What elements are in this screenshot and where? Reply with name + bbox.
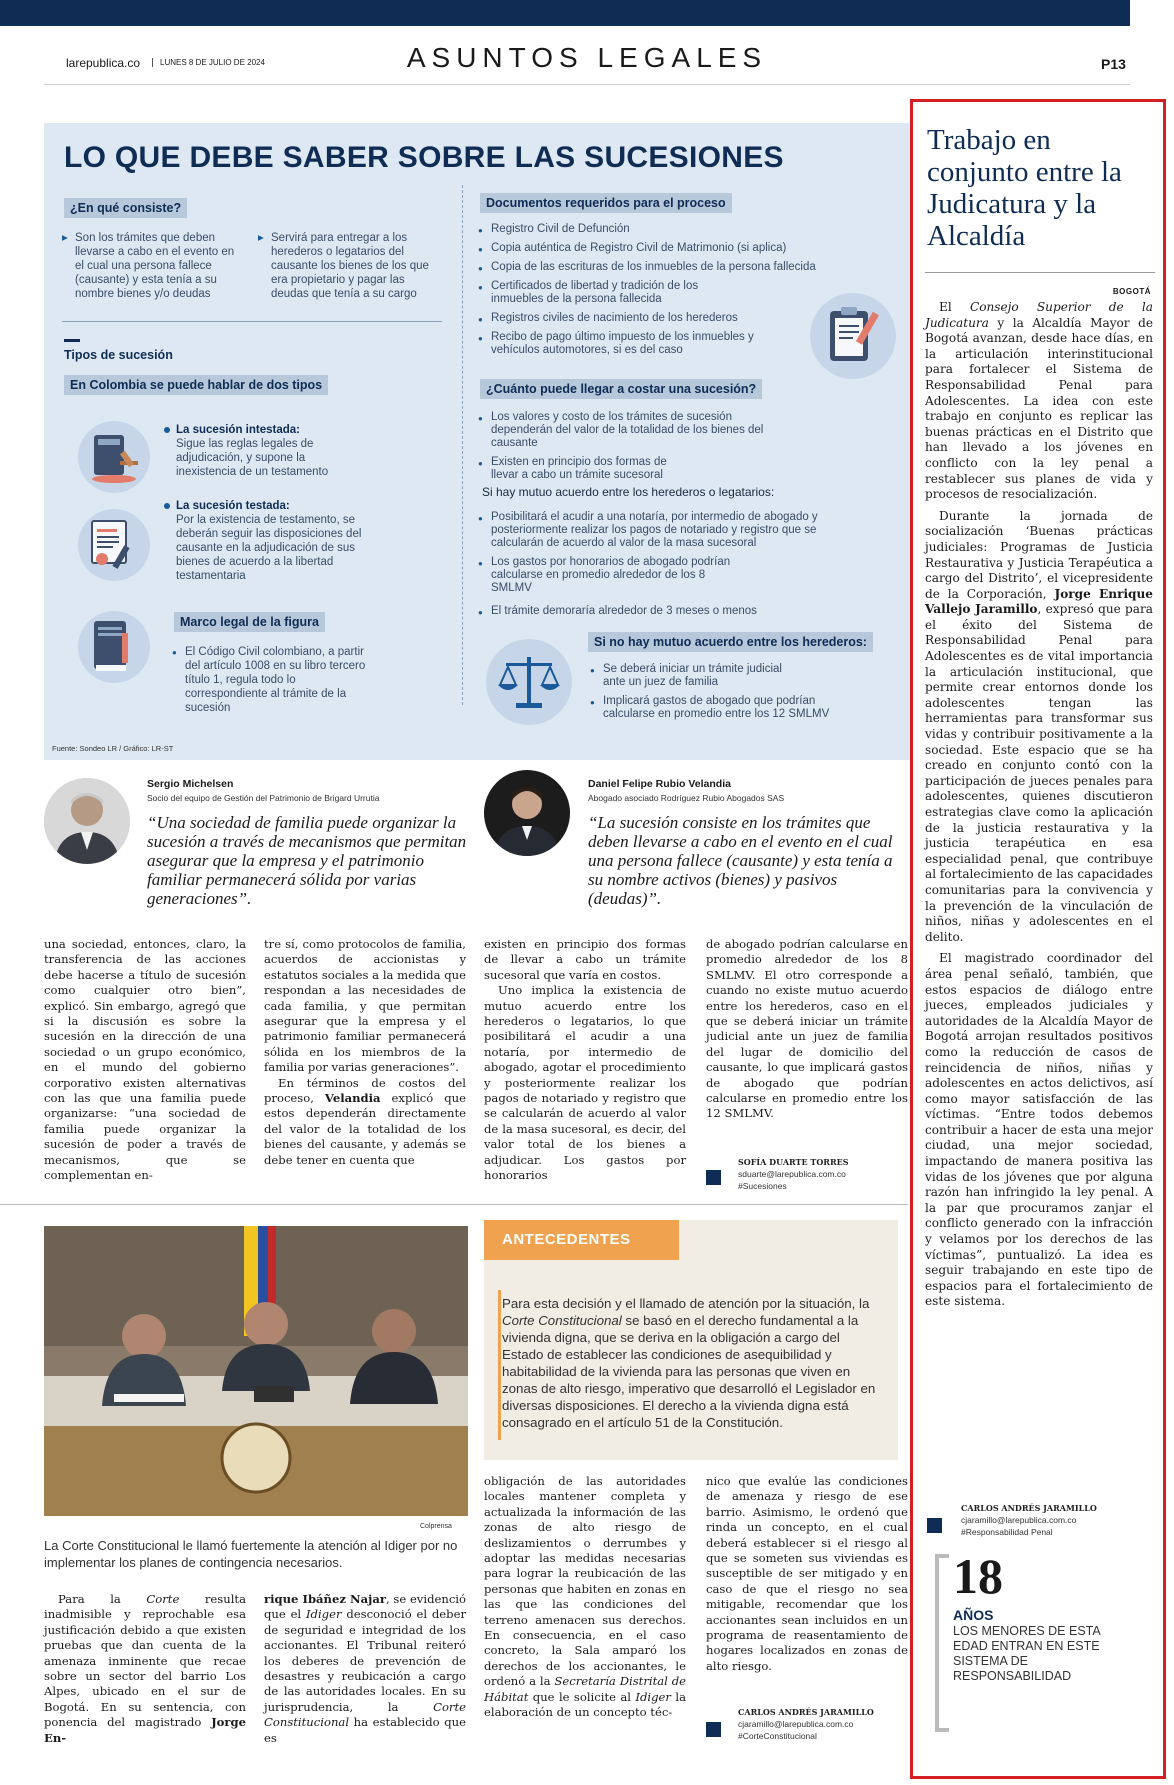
article-tag[interactable]: #Sucesiones	[738, 1181, 787, 1191]
article-1-byline	[738, 1156, 848, 1192]
stat-text: LOS MENORES DE ESTA EDAD ENTRAN EN ESTE SISTEMA DE RESPONSABILIDAD	[953, 1624, 1101, 1683]
text-italic: Corte Constitucional	[502, 1313, 622, 1328]
mutuo-label: Si hay mutuo acuerdo entre los herederos o legatarios:	[482, 485, 775, 499]
photo-credit: Colprensa	[420, 1523, 452, 1530]
law-book-icon	[78, 421, 150, 493]
colombia-label: En Colombia se puede hablar de dos tipos	[64, 375, 328, 395]
intestada-text: Sigue las reglas legales de adjudicación, y supone la inexistencia de un testamento	[176, 438, 329, 478]
text-run: Para esta decisión y el llamado de atención por la situación, la	[502, 1296, 870, 1311]
article-paragraph	[925, 300, 1153, 503]
legal-code-book-icon	[78, 611, 150, 683]
text-italic: Corte Constitucional	[264, 1699, 466, 1730]
marco-legal-list	[172, 645, 372, 721]
article2-column-3	[484, 1474, 686, 1721]
no-mutuo-list	[590, 663, 860, 727]
author-name: SOFÍA DUARTE TORRES	[738, 1157, 849, 1167]
text-run: que le solicite al	[528, 1689, 636, 1704]
infographic	[44, 123, 910, 760]
list-item: ● Registros civiles de nacimiento de los herederos	[478, 312, 848, 325]
author-name: CARLOS ANDRÉS JARAMILLO	[738, 1707, 874, 1717]
article-paragraph: de abogado podrían calcularse en promedio alrededor de los 8 SMLMV. El otro corresponde a cuando no existe mutuo acuerdo entre los herederos, caso en el que se deberá iniciar un trámite judicial ante un juez de familia del lugar de domicilio del causante, lo que implicará gastos de abogado que podrían calcularse en promedio entre los 12 SMLMV.	[706, 937, 908, 1121]
list-item: ● Se deberá iniciar un trámite judicial ante un juez de familia	[590, 663, 790, 689]
list-item: ● Certificados de libertad y tradición de los inmuebles de la persona fallecida	[478, 280, 728, 306]
masthead	[0, 42, 1174, 82]
marco-legal-label: Marco legal de la figura	[174, 612, 325, 632]
section-title: ASUNTOS LEGALES	[406, 42, 768, 73]
article-paragraph: El magistrado coordinador del área penal señaló, también, que estos espacios de diálogo entre jueces, empleados judiciales y autoridades de la Alcaldía Mayor de Bogotá arrojan resultados positivos como la reducción de casos de reincidencia de niños, niñas y adolescentes en actos delictivos, así como mayor satisfacción de las víctimas. “Entre todos debemos contribuir a hacer de esta una mejor ciudad, una mejor sociedad, impactando de manera positiva las vidas de los jóvenes que por alguna razón han infringido la ley penal. A la par que procuramos zanjar el conflicto generado con la infracción y velamos por los derechos de las víctimas”, puntualizó. La idea es seguir trabajando en este tipo de espacios para el fortalecimiento de este sistema.	[925, 951, 1153, 1309]
column-divider	[462, 185, 463, 705]
article-tag[interactable]: #CorteConstitucional	[738, 1731, 817, 1741]
list-item: ● El Código Civil colombiano, a partir del artículo 1008 en su libro tercero título 1, regula todo lo correspondiente al trámite de la sucesión	[172, 645, 372, 715]
article-column-1	[44, 937, 246, 1184]
text-run: obligación de las autoridades locales mantener completa y actualizada la información de las zonas de alto riesgo de deslizamientos o derrumbes y adoptar las medidas necesarias para lograr la reubicación de las personas que habiten en zonas en las que las condiciones del terreno amenacen sus derechos. En consecuencia, en el caso concreto, la Sala amparó los derechos de los accionantes, le ordenó a la	[484, 1474, 686, 1689]
antecedentes-text	[502, 1295, 884, 1431]
article2-column-1	[44, 1592, 246, 1746]
list-item: ● El trámite demoraría alrededor de 3 meses o menos	[478, 605, 848, 618]
list-item: ▸ Servirá para entregar a los herederos o legatarios del causante los bienes de los que era propietario y pagar las deudas que tenía a su cargo	[258, 231, 440, 301]
site-name[interactable]: larepublica.co	[66, 56, 141, 70]
quote-2-role: Abogado asociado Rodríguez Rubio Abogados SAS	[588, 793, 785, 803]
sidebar-title: Trabajo en conjunto entre la Judicatura y la Alcaldía	[927, 124, 1122, 252]
text-run: se basó en el derecho fundamental a la vivienda digna, que se deriva en la obligación a cargo del Estado de establecer las condiciones de asequibilidad y habitabilidad de la vivienda para las personas que viven en zonas de alto riesgo, imperativo que desarrolló el Legislador en diversas disposiciones. El derecho a la vivienda digna está consagrado en el artículo 51 de la Constitución.	[502, 1313, 876, 1430]
article-2-byline	[738, 1706, 874, 1742]
intestada-block	[164, 423, 354, 479]
sidebar-article	[910, 99, 1166, 1779]
accent-mark	[64, 339, 80, 342]
infographic-source: Fuente: Sondeo LR / Gráfico: LR-ST	[52, 744, 174, 753]
mutuo-list	[478, 511, 848, 624]
top-color-bar	[0, 0, 1130, 26]
text-italic: Idiger	[635, 1689, 671, 1704]
costo-label: ¿Cuánto puede llegar a costar una sucesión?	[480, 379, 762, 399]
text-bold: Jorge En-	[44, 1715, 246, 1745]
article2-column-4	[706, 1474, 908, 1674]
article-column-3	[484, 937, 686, 1184]
sidebar-body	[925, 300, 1153, 1310]
list-item: ● Copia auténtica de Registro Civil de Matrimonio (si aplica)	[478, 242, 848, 255]
que-consiste-list-1	[62, 231, 242, 307]
author-email[interactable]: cjaramillo@larepublica.com.co	[738, 1719, 854, 1729]
no-mutuo-label: Si no hay mutuo acuerdo entre los herederos:	[588, 632, 873, 652]
quote-2-name: Daniel Felipe Rubio Velandia	[588, 778, 731, 790]
text-run: En términos de costos del proceso,	[264, 1075, 466, 1106]
infographic-title: LO QUE DEBE SABER SOBRE LAS SUCESIONES	[64, 141, 784, 174]
intestada-title: La sucesión intestada:	[176, 424, 300, 436]
masthead-rule	[44, 84, 1130, 85]
quote-2-text: “La sucesión consiste en los trámites que deben llevarse a cabo en el evento en el cual una persona fallece (causante) y esta tenía a su nombre activos (bienes) y pasivos (deudas)”.	[588, 813, 893, 908]
text-run: la elaboración de un concepto téc-	[484, 1689, 686, 1720]
author-badge-icon	[927, 1518, 942, 1533]
que-consiste-label: ¿En qué consiste?	[64, 198, 187, 218]
article-column-4	[706, 937, 908, 1122]
article-paragraph	[264, 1076, 466, 1168]
quote-1-text: “Una sociedad de familia puede organizar la sucesión a través de mecanismos que permitan asegurar que la empresa y el patrimonio familiar permanecerá sólida por varias generaciones”.	[147, 813, 467, 908]
text-run: ha establecido que es	[264, 1715, 466, 1745]
contract-icon	[78, 509, 150, 581]
text-run: Durante la jornada de socialización ‘Buenas prácticas judiciales: Programas de Justicia Restaurativa y Justicia Terapéutica a cargo del Distrito’, el vicepresidente de la Corporación,	[925, 508, 1153, 601]
article-paragraph: tre sí, como protocolos de familia, acuerdos de accionistas y estatutos sociales a la medida que respondan a las necesidades de cada familia, y que permitan asegurar que la empresa y el patrimonio familiar permanecerá sólida en los miembros de la familia por varias generaciones”.	[264, 937, 466, 1075]
stat-unit: AÑOS	[953, 1607, 994, 1623]
text-run: El	[939, 300, 970, 314]
text-italic: Secretaría Distrital de Hábitat	[484, 1674, 687, 1704]
quote-1-name: Sergio Michelsen	[147, 778, 234, 790]
bullet-dot	[164, 427, 170, 433]
que-consiste-list-2	[258, 231, 440, 307]
documentos-list	[478, 223, 848, 363]
text-run: desconoció el deber de seguridad e integridad de los accionantes. El Tribunal reiteró los deberes de prevención de desastres y reubicación a cargo de las autoridades locales. En su jurisprudencia, la	[264, 1607, 466, 1714]
antecedentes-box	[484, 1220, 898, 1460]
avatar-daniel-rubio	[484, 770, 570, 856]
article2-column-2	[264, 1592, 466, 1746]
text-italic: Corte	[146, 1592, 180, 1606]
author-badge-icon	[706, 1722, 721, 1737]
text-run: Para la	[58, 1592, 147, 1606]
scales-of-justice-icon	[486, 639, 572, 725]
text-bold: Jorge Enrique Vallejo Jaramillo	[925, 586, 1153, 617]
costo-list	[478, 411, 778, 488]
title-rule	[925, 272, 1155, 273]
text-italic: Idiger	[305, 1607, 342, 1622]
list-item: ● Copia de las escrituras de los inmuebles de la persona fallecida	[478, 261, 848, 274]
stat-number: 18	[953, 1548, 1003, 1604]
article-paragraph	[925, 509, 1153, 946]
avatar-sergio-michelsen	[44, 778, 130, 864]
text-bold: Velandia	[324, 1091, 381, 1106]
article-paragraph	[44, 1592, 246, 1746]
article-paragraph: existen en principio dos formas de llevar a cabo un trámite sucesoral que varía en costos.	[484, 937, 686, 982]
testada-title: La sucesión testada:	[176, 500, 290, 512]
author-name: CARLOS ANDRÉS JARAMILLO	[961, 1503, 1097, 1513]
text-run: resulta inadmisible y reprochable esa justificación debido a que existen pruebas que dan cuenta de la amenaza inminente que recae sobre un sector del barrio Los Alpes, ubicado en el sur de Bogotá. En su sentencia, con ponencia del magistrado	[44, 1592, 246, 1730]
tipos-label: Tipos de sucesión	[64, 348, 173, 362]
bullet-dot	[164, 503, 170, 509]
photo-caption: La Corte Constitucional le llamó fuertemente la atención al Idiger por no implementar los planes de contingencia necesarios.	[44, 1538, 458, 1570]
article-paragraph	[484, 1474, 686, 1721]
article-paragraph	[264, 1592, 466, 1746]
list-item: ▸ Son los trámites que deben llevarse a cabo en el evento en el cual una persona fallece (causante) y esta tenía a su nombre bienes y/o deudas	[62, 231, 242, 301]
quote-1-role: Socio del equipo de Gestión del Patrimonio de Brigard Urrutia	[147, 793, 380, 803]
article-tag[interactable]: #Responsabilidad Penal	[961, 1527, 1053, 1537]
court-photo	[44, 1226, 468, 1516]
text-run: y la Alcaldía Mayor de Bogotá avanzan, desde hace días, en la articulación interinstitucional para fortalecer el Sistema de Responsabilidad Penal para Adolescentes. La idea con este trabajo en conjunto es replicar las buenas prácticas en el Distrito que han llevado a los jóvenes en conflicto con la ley penal a restablecer sus planes de vida y procesos de resocialización.	[925, 315, 1153, 502]
list-item: ● Posibilitará el acudir a una notaría, por intermedio de abogado y posteriormente realizar los pagos de notariado y registro que se calcularán de acuerdo al valor de la masa sucesoral	[478, 511, 848, 550]
accent-bar	[498, 1290, 501, 1440]
author-email[interactable]: sduarte@larepublica.com.co	[738, 1169, 846, 1179]
list-item: ● Los gastos por honorarios de abogado podrían calcularse en promedio alrededor de los 8 SMLMV	[478, 556, 738, 595]
issue-date: LUNES 8 DE JULIO DE 2024	[152, 58, 265, 67]
clipboard-icon	[810, 293, 896, 379]
sidebar-location: BOGOTÁ	[1112, 287, 1151, 296]
text-run: , expresó que para el éxito del Sistema de Responsabilidad Penal para Adolescentes es de vital importancia la articulación institucional, que permite crear entornos donde los adolescentes tengan las herramientas para transformar sus vidas y contribuir positivamente a la sociedad. Este espacio que se ha creado en conjunto contó con la participación de jueces penales para adolescentes, quienes discutieron estrategias clave como la aplicación de la justicia restaurativa y la justicia terapéutica en esa especialidad penal, que contribuye al fortalecimiento de las capacidades comunitarias para la convivencia y la prevención de la vinculación de niños, niñas y adolescentes en el delito.	[925, 602, 1154, 944]
text-bold: rique Ibáñez Najar	[264, 1592, 386, 1606]
antecedentes-title: ANTECEDENTES	[484, 1220, 679, 1260]
stat-bracket	[935, 1554, 949, 1732]
testada-block	[164, 499, 364, 583]
section-divider	[0, 1204, 908, 1205]
author-email[interactable]: cjaramillo@larepublica.com.co	[961, 1515, 1077, 1525]
list-item: ● Implicará gastos de abogado que podrían calcularse en promedio entre los 12 SMLMV	[590, 695, 860, 721]
testada-text: Por la existencia de testamento, se deberán seguir las disposiciones del causante en la adjudicación de sus bienes de acuerdo a la libertad testamentaria	[176, 514, 362, 582]
article-column-2	[264, 937, 466, 1168]
documentos-label: Documentos requeridos para el proceso	[480, 193, 732, 213]
article-paragraph: Uno implica la existencia de mutuo acuerdo entre los herederos o legatarios, lo que posibilitará el acudir a una notaría, por intermedio de abogado, agotar el procedimiento y posteriormente realizar los pagos de notariado y registro que se calcularán de acuerdo al valor de la masa sucesoral, es decir, del valor total de los bienes a adjudicar. Los gastos por honorarios	[484, 983, 686, 1183]
author-badge-icon	[706, 1170, 721, 1185]
divider	[62, 321, 442, 322]
text-run: explicó que estos dependerán directamente del valor de la totalidad de los bienes del causante, y además se debe tener en cuenta que	[264, 1091, 466, 1167]
list-item: ● Recibo de pago último impuesto de los inmuebles y vehículos automotores, si es del caso	[478, 331, 758, 357]
text-italic: Consejo Superior de la Judicatura	[925, 300, 1153, 330]
list-item: ● Existen en principio dos formas de llevar a cabo un trámite sucesoral	[478, 456, 678, 482]
article-paragraph: nico que evalúe las condiciones de amenaza y riesgo de ese barrio. Asimismo, le ordenó que rinda un concepto, en el cual deberá establecer si el riesgo al que se someten sus viviendas es susceptible de ser mitigado y en caso de que el riesgo no sea mitigable, recomendar que los accionantes sean incluidos en un programa de reasentamiento de hogares localizados en zonas de alto riesgo.	[706, 1474, 908, 1673]
text-run: , se evidenció que el	[264, 1592, 466, 1622]
page-number: P13	[1101, 56, 1126, 72]
sidebar-byline	[961, 1502, 1097, 1538]
list-item: ● Los valores y costo de los trámites de sucesión dependerán del valor de la totalidad de los bienes del causante	[478, 411, 778, 450]
list-item: ● Registro Civil de Defunción	[478, 223, 848, 236]
article-paragraph: una sociedad, entonces, claro, la transferencia de las acciones debe hacerse a título de sucesión como cualquier otro bien”, explicó. Sin embargo, agregó que si la discusión es sobre la sucesión en la dirección de una sociedad o un grupo económico, en el mundo del gobierno corporativo existen alternativas con las que una familia puede organizarse: “una sociedad de familia puede organizar la sucesión de poder a través de mecanismos, que se complementan en-	[44, 937, 246, 1183]
